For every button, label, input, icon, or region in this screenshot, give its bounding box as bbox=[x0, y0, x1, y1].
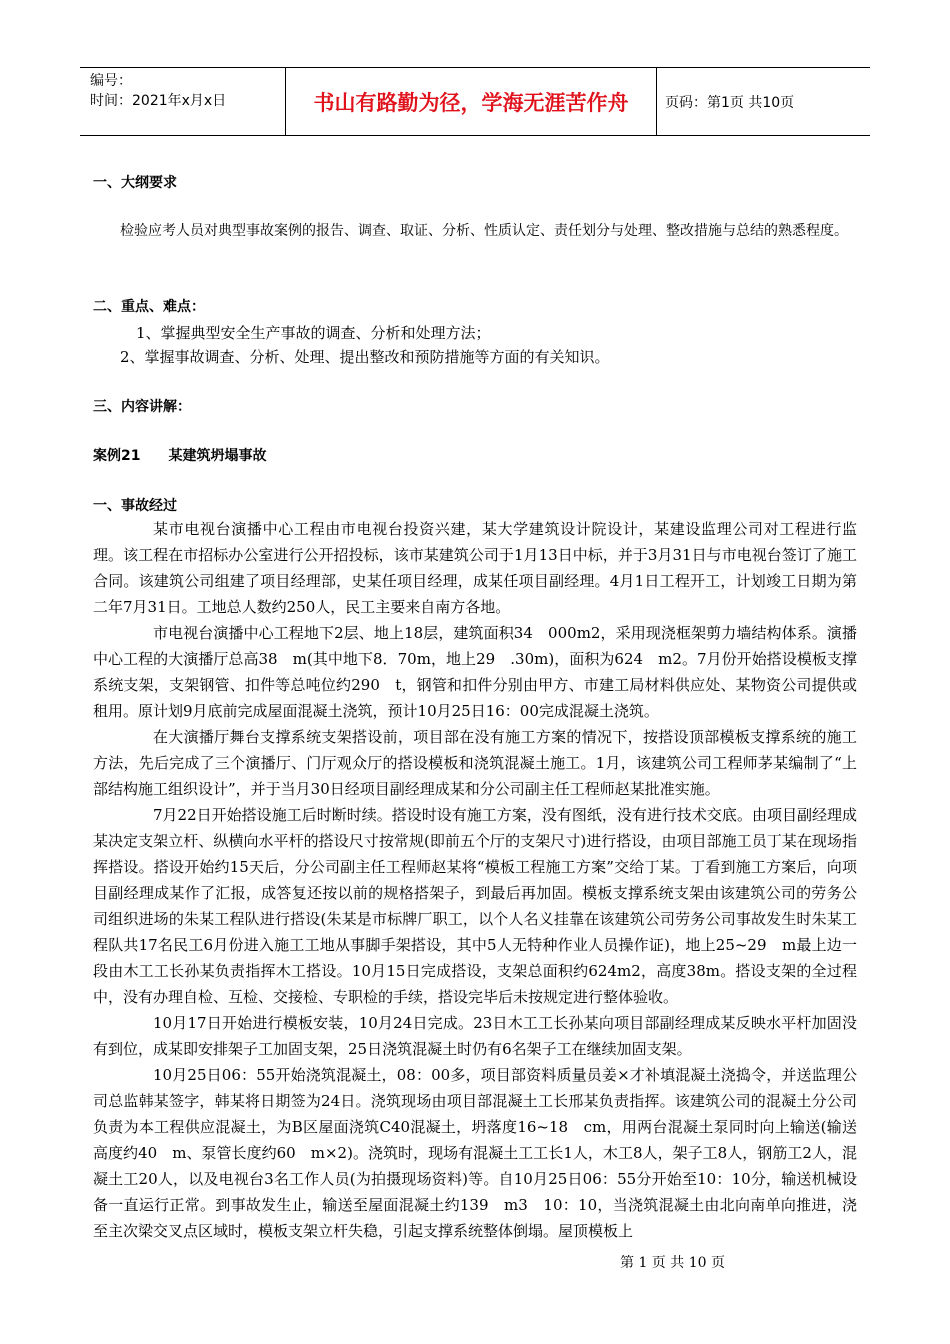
paragraph: 7月22日开始搭设施工后时断时续。搭设时设有施工方案，没有图纸，没有进行技术交底。由项目副经理成某决定支架立杆、纵横向水平杆的搭设尺寸按常规(即前五个厅的支架尺寸)进行搭设，由项目部施工员丁某在现场指挥搭设。搭设开始约15天后，分公司副主任工程师赵某将“模板工程施工方案”交给丁某。丁看到施工方案后，向项目副经理成某作了汇报，成答复还按以前的规格搭架子，到最后再加固。模板支撑系统支架由该建筑公司的劳务公司组织进场的朱某工程队进行搭设(朱某是市标牌厂职工，以个人名义挂靠在该建筑公司劳务公司事故发生时朱某工程队共17名民工6月份进入施工工地从事脚手架搭设，其中5人无特种作业人员操作证)，地上25~29 m最上边一段由木工工长孙某负责指挥木工搭设。10月15日完成搭设，支架总面积约624m2，高度38m。搭设支架的全过程中，没有办理自检、互检、交接检、专职检的手续，搭设完毕后未按规定进行整体验收。 bbox=[93, 806, 857, 1006]
time-label: 时间：2021年x月x日 bbox=[90, 93, 227, 109]
paragraph: 10月17日开始进行模板安装，10月24日完成。23日木工工长孙某向项目部副经理成某反映水平杆加固没有到位，成某即安排架子工加固支架，25日浇筑混凝土时仍有6名架子工在继续加固支架。 bbox=[93, 1014, 857, 1058]
section-2-item-1: 1、掌握典型安全生产事故的调查、分析和处理方法； bbox=[136, 324, 491, 342]
header-table bbox=[80, 67, 870, 136]
paragraph: 某市电视台演播中心工程由市电视台投资兴建，某大学建筑设计院设计，某建设监理公司对工程进行监理。该工程在市招标办公室进行公开招投标，该市某建筑公司于1月13日中标，并于3月31日与市电视台签订了施工合同。该建筑公司组建了项目经理部，史某任项目经理，成某任项目副经理。4月1日工程开工，计划竣工日期为第二年7月31日。工地总人数约250人，民工主要来自南方各地。 bbox=[93, 520, 857, 616]
paragraph: 10月25日06：55开始浇筑混凝土，08：00多，项目部资料质量员姜×才补填混凝土浇捣令，并送监理公司总监韩某签字，韩某将日期签为24日。浇筑现场由项目部混凝土工长邢某负责指挥。该建筑公司的混凝土分公司负责为本工程供应混凝土，为B区屋面浇筑C40混凝土，坍落度16~18 cm，用两台混凝土泵同时向上输送(输送高度约40 m、泵管长度约60 m×2)。浇筑时，现场有混凝土工工长1人，木工8人，架子工8人，钢筋工2人，混凝土工20人，以及电视台3名工作人员(为拍摄现场资料)等。自10月25日06：55分开始至10：10分，输送机械设备一直运行正常。到事故发生止，输送至屋面混凝土约139 m3 10：10，当浇筑混凝土由北向南单向推进，浇至主次梁交叉点区域时，模板支架立杆失稳，引起支撑系统整体倒塌。屋顶模板上 bbox=[93, 1066, 857, 1240]
case-section-1-title: 一、事故经过 bbox=[93, 498, 177, 514]
case-body bbox=[93, 516, 857, 1244]
section-1-text: 检验应考人员对典型事故案例的报告、调查、取证、分析、性质认定、责任划分与处理、整改措施与总结的熟悉程度。 bbox=[120, 223, 848, 239]
page-footer: 第 1 页 共 10 页 bbox=[620, 1255, 725, 1271]
case-title: 案例21 某建筑坍塌事故 bbox=[93, 448, 267, 464]
paragraph: 在大演播厅舞台支撑系统支架搭设前，项目部在没有施工方案的情况下，按搭设顶部模板支撑系统的施工方法，先后完成了三个演播厅、门厅观众厅的搭设模板和浇筑混凝土施工。1月，该建筑公司工程师茅某编制了“上部结构施工组织设计”，并于当月30日经项目副经理成某和分公司副主任工程师赵某批准实施。 bbox=[93, 728, 857, 798]
motto: 书山有路勤为径，学海无涯苦作舟 bbox=[313, 90, 629, 115]
section-3-title: 三、内容讲解： bbox=[93, 399, 191, 415]
section-2-item-2: 2、掌握事故调查、分析、处理、提出整改和预防措施等方面的有关知识。 bbox=[120, 348, 610, 366]
page-info: 页码：第1页 共10页 bbox=[665, 94, 795, 111]
section-2-title: 二、重点、难点： bbox=[93, 299, 205, 315]
header-meta bbox=[80, 68, 285, 135]
section-1-title: 一、大纲要求 bbox=[93, 175, 177, 191]
motto-cell bbox=[285, 68, 657, 135]
paragraph: 市电视台演播中心工程地下2层、地上18层，建筑面积34 000m2，采用现浇框架剪力墙结构体系。演播中心工程的大演播厅总高38 m(其中地下8．70m，地上29 .30m)，面积为624 m2。7月份开始搭设模板支撑系统支架，支架钢管、扣件等总吨位约290 t，钢管和扣件分别由甲方、市建工局材料供应处、某物资公司提供或租用。原计划9月底前完成屋面混凝土浇筑，预计10月25日16：00完成混凝土浇筑。 bbox=[93, 624, 857, 720]
number-label: 编号： bbox=[90, 73, 132, 89]
